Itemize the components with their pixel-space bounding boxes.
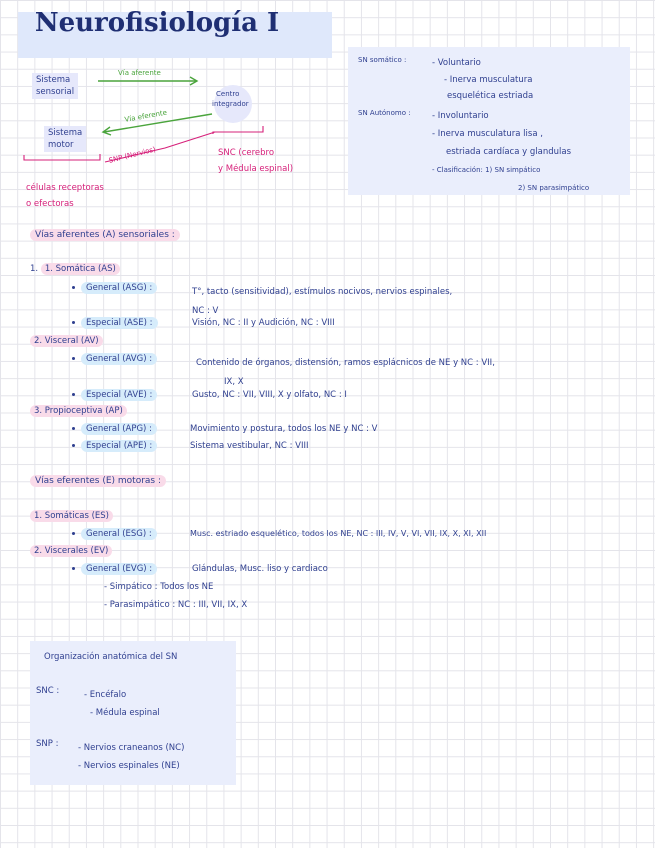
- somatic-list: - Voluntario - Inerva musculatura esquelética estriada: [432, 58, 534, 101]
- afferent-visceral-special-text: Gusto, NC : VII, VIII, X y olfato, NC : I: [192, 390, 347, 400]
- afferent-visceral: 2. Visceral (AV): [30, 336, 103, 346]
- efferent-sympathetic: - Simpático : Todos los NE: [104, 582, 214, 592]
- snc-label-bottom: SNC :: [36, 686, 60, 696]
- somatic-heading: SN somático :: [358, 56, 407, 64]
- efferent-visceral: 2. Viscerales (EV): [30, 546, 112, 556]
- afferent-visceral-general-text: Contenido de órganos, distensión, ramos esplácnicos de NE y NC : VII, IX, X: [196, 358, 495, 387]
- autonomic-list: - Involuntario - Inerva musculatura lisa , estriada cardíaca y glandulas - Clasificación: 1) SN simpático 2) SN parasimpático: [432, 111, 590, 192]
- afferent-heading: Vías aferentes (A) sensoriales :: [30, 229, 180, 241]
- efferent-somatic-general: General (ESG) :: [72, 529, 157, 539]
- afferent-proprioceptive-special-text: Sistema vestibular, NC : VIII: [190, 441, 309, 451]
- efferent-path-label: Vía eferente: [124, 108, 168, 124]
- afferent-proprioceptive-general: General (APG) :: [72, 424, 157, 434]
- page-title: Neurofisiología I: [34, 8, 280, 38]
- afferent-proprioceptive-general-text: Movimiento y postura, todos los NE y NC : V: [190, 424, 378, 434]
- snp-label: SNP (Nervios): [108, 145, 157, 165]
- afferent-path-label: Vía aferente: [118, 69, 161, 77]
- snc-list: - Encéfalo - Médula espinal: [84, 690, 160, 718]
- afferent-somatic-special-text: Visión, NC : II y Audición, NC : VIII: [192, 318, 335, 328]
- sensory-system-label: Sistema sensorial: [32, 73, 78, 99]
- cells-label: células receptoras o efectoras: [26, 183, 104, 209]
- snp-label-bottom: SNP :: [36, 739, 59, 749]
- afferent-visceral-special: Especial (AVE) :: [72, 390, 157, 400]
- afferent-proprioceptive-special: Especial (APE) :: [72, 441, 157, 451]
- snc-label: SNC (cerebro y Médula espinal): [218, 148, 294, 174]
- motor-system-label: Sistema motor: [44, 126, 86, 152]
- afferent-somatic: 1. 1. Somática (AS): [30, 264, 120, 274]
- efferent-heading: Vías eferentes (E) motoras :: [30, 475, 166, 487]
- efferent-parasympathetic: - Parasimpático : NC : III, VII, IX, X: [104, 600, 248, 610]
- efferent-visceral-general-text: Glándulas, Musc. liso y cardiaco: [192, 564, 328, 574]
- efferent-somatic: 1. Somáticas (ES): [30, 511, 113, 521]
- afferent-proprioceptive: 3. Propioceptiva (AP): [30, 406, 127, 416]
- afferent-somatic-general-text: T°, tacto (sensitividad), estímulos nocivos, nervios espinales, NC : V: [192, 287, 453, 316]
- autonomic-heading: SN Autónomo :: [358, 109, 411, 117]
- organization-heading: Organización anatómica del SN: [44, 652, 178, 662]
- afferent-somatic-general: General (ASG) :: [72, 283, 157, 293]
- integrator-label: Centro integrador: [212, 90, 249, 108]
- efferent-somatic-general-text: Musc. estriado esquelético, todos los NE, NC : III, IV, V, VI, VII, IX, X, XI, XII: [190, 529, 487, 538]
- afferent-somatic-special: Especial (ASE) :: [72, 318, 158, 328]
- afferent-visceral-general: General (AVG) :: [72, 354, 157, 364]
- efferent-visceral-general: General (EVG) :: [72, 564, 157, 574]
- snp-list: - Nervios craneanos (NC) - Nervios espinales (NE): [78, 743, 185, 771]
